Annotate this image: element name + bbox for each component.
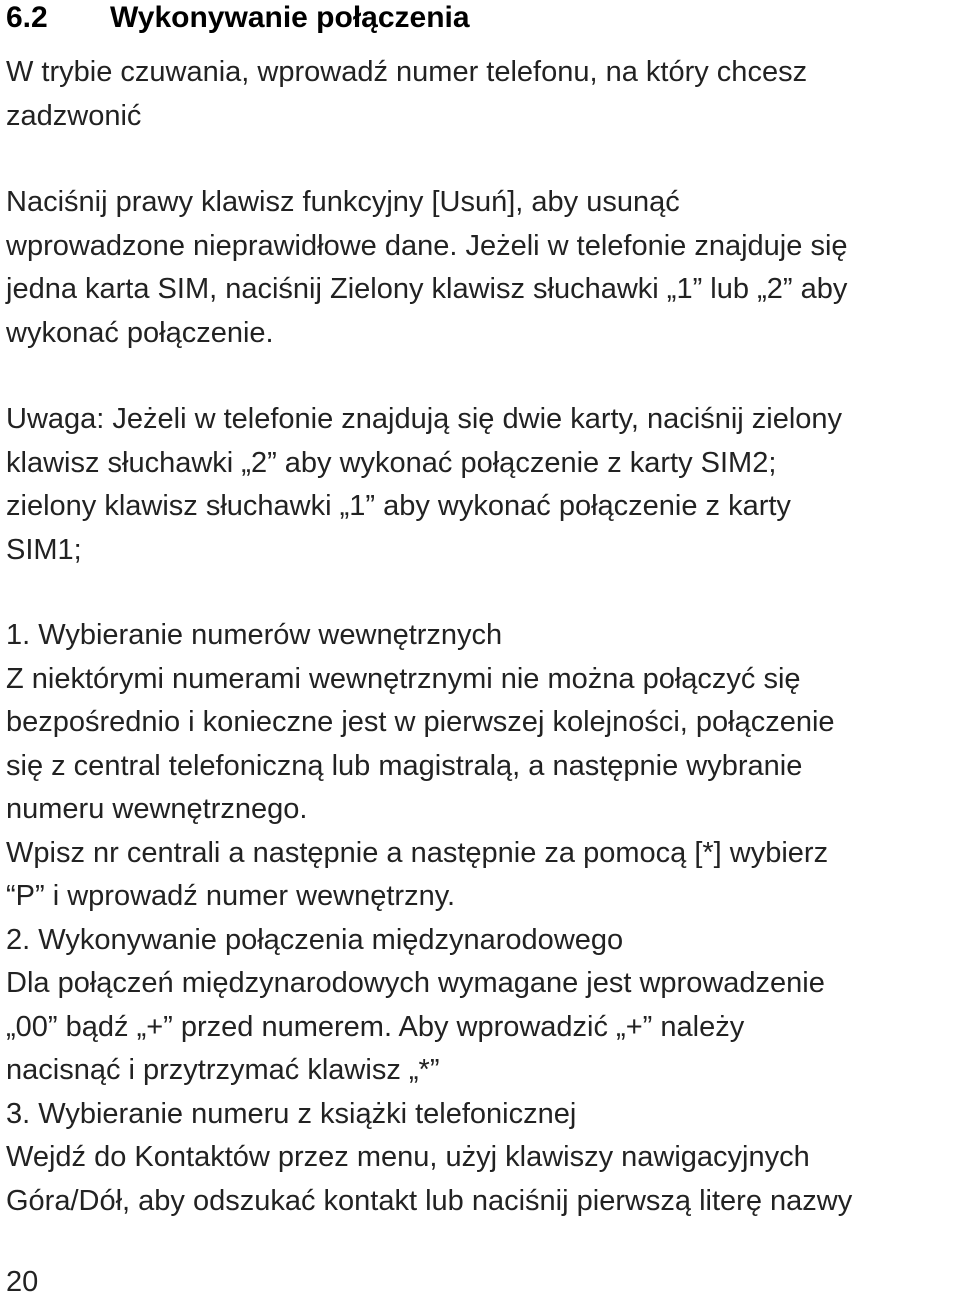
subheading-extension-numbers: 1. Wybieranie numerów wewnętrznych [6, 619, 503, 651]
text-line: Uwaga: Jeżeli w telefonie znajdują się dwie karty, naciśnij zielony [6, 403, 843, 435]
text-line: „00” bądź „+” przed numerem. Aby wprowadzić „+” należy [6, 1010, 745, 1043]
subheading-international-call: 2. Wykonywanie połączenia międzynarodowego [6, 923, 624, 956]
paragraph-dialing-options [6, 614, 958, 1223]
text-line: “P” i wprowadź numer wewnętrzny. [6, 880, 456, 912]
text-line: się z central telefoniczną lub magistralą, a następnie wybranie [6, 749, 803, 782]
text-line: zielony klawisz słuchawki „1” aby wykonać połączenie z karty [6, 490, 791, 522]
text-line: bezpośrednio i konieczne jest w pierwszej kolejności, połączenie [6, 706, 835, 738]
text-line: wykonać połączenie. [6, 316, 274, 349]
text-line: klawisz słuchawki „2” aby wykonać połączenie z karty SIM2; [6, 446, 777, 479]
subheading-phonebook-dial: 3. Wybieranie numeru z książki telefonicznej [6, 1097, 577, 1130]
text-line: nacisnąć i przytrzymać klawisz „*” [6, 1054, 440, 1086]
text-line: SIM1; [6, 533, 82, 566]
text-line: Dla połączeń międzynarodowych wymagane jest wprowadzenie [6, 967, 825, 999]
text-line: jedna karta SIM, naciśnij Zielony klawisz słuchawki „1” lub „2” aby [6, 273, 848, 305]
text-line: Z niektórymi numerami wewnętrznymi nie można połączyć się [6, 662, 801, 695]
page-number: 20 [6, 1266, 39, 1298]
paragraph-standby-dial [6, 51, 958, 138]
text-line: Wejdź do Kontaktów przez menu, użyj klawiszy nawigacyjnych [6, 1141, 810, 1173]
section-number: 6.2 [6, 1, 48, 34]
section-heading [6, 0, 470, 36]
text-line: numeru wewnętrznego. [6, 793, 308, 825]
text-line: Wpisz nr centrali a następnie a następnie za pomocą [*] wybierz [6, 836, 829, 869]
text-line: wprowadzone nieprawidłowe dane. Jeżeli w telefonie znajduje się [6, 229, 848, 262]
text-line: W trybie czuwania, wprowadź numer telefonu, na który chcesz [6, 56, 808, 88]
text-line: Naciśnij prawy klawisz funkcyjny [Usuń], aby usunąć [6, 186, 680, 218]
paragraph-dual-sim-note [6, 398, 958, 572]
paragraph-delete-and-call [6, 181, 958, 355]
section-title: Wykonywanie połączenia [110, 1, 470, 34]
text-line: Góra/Dół, aby odszukać kontakt lub naciśnij pierwszą literę nazwy [6, 1184, 853, 1217]
text-line: zadzwonić [6, 99, 142, 132]
